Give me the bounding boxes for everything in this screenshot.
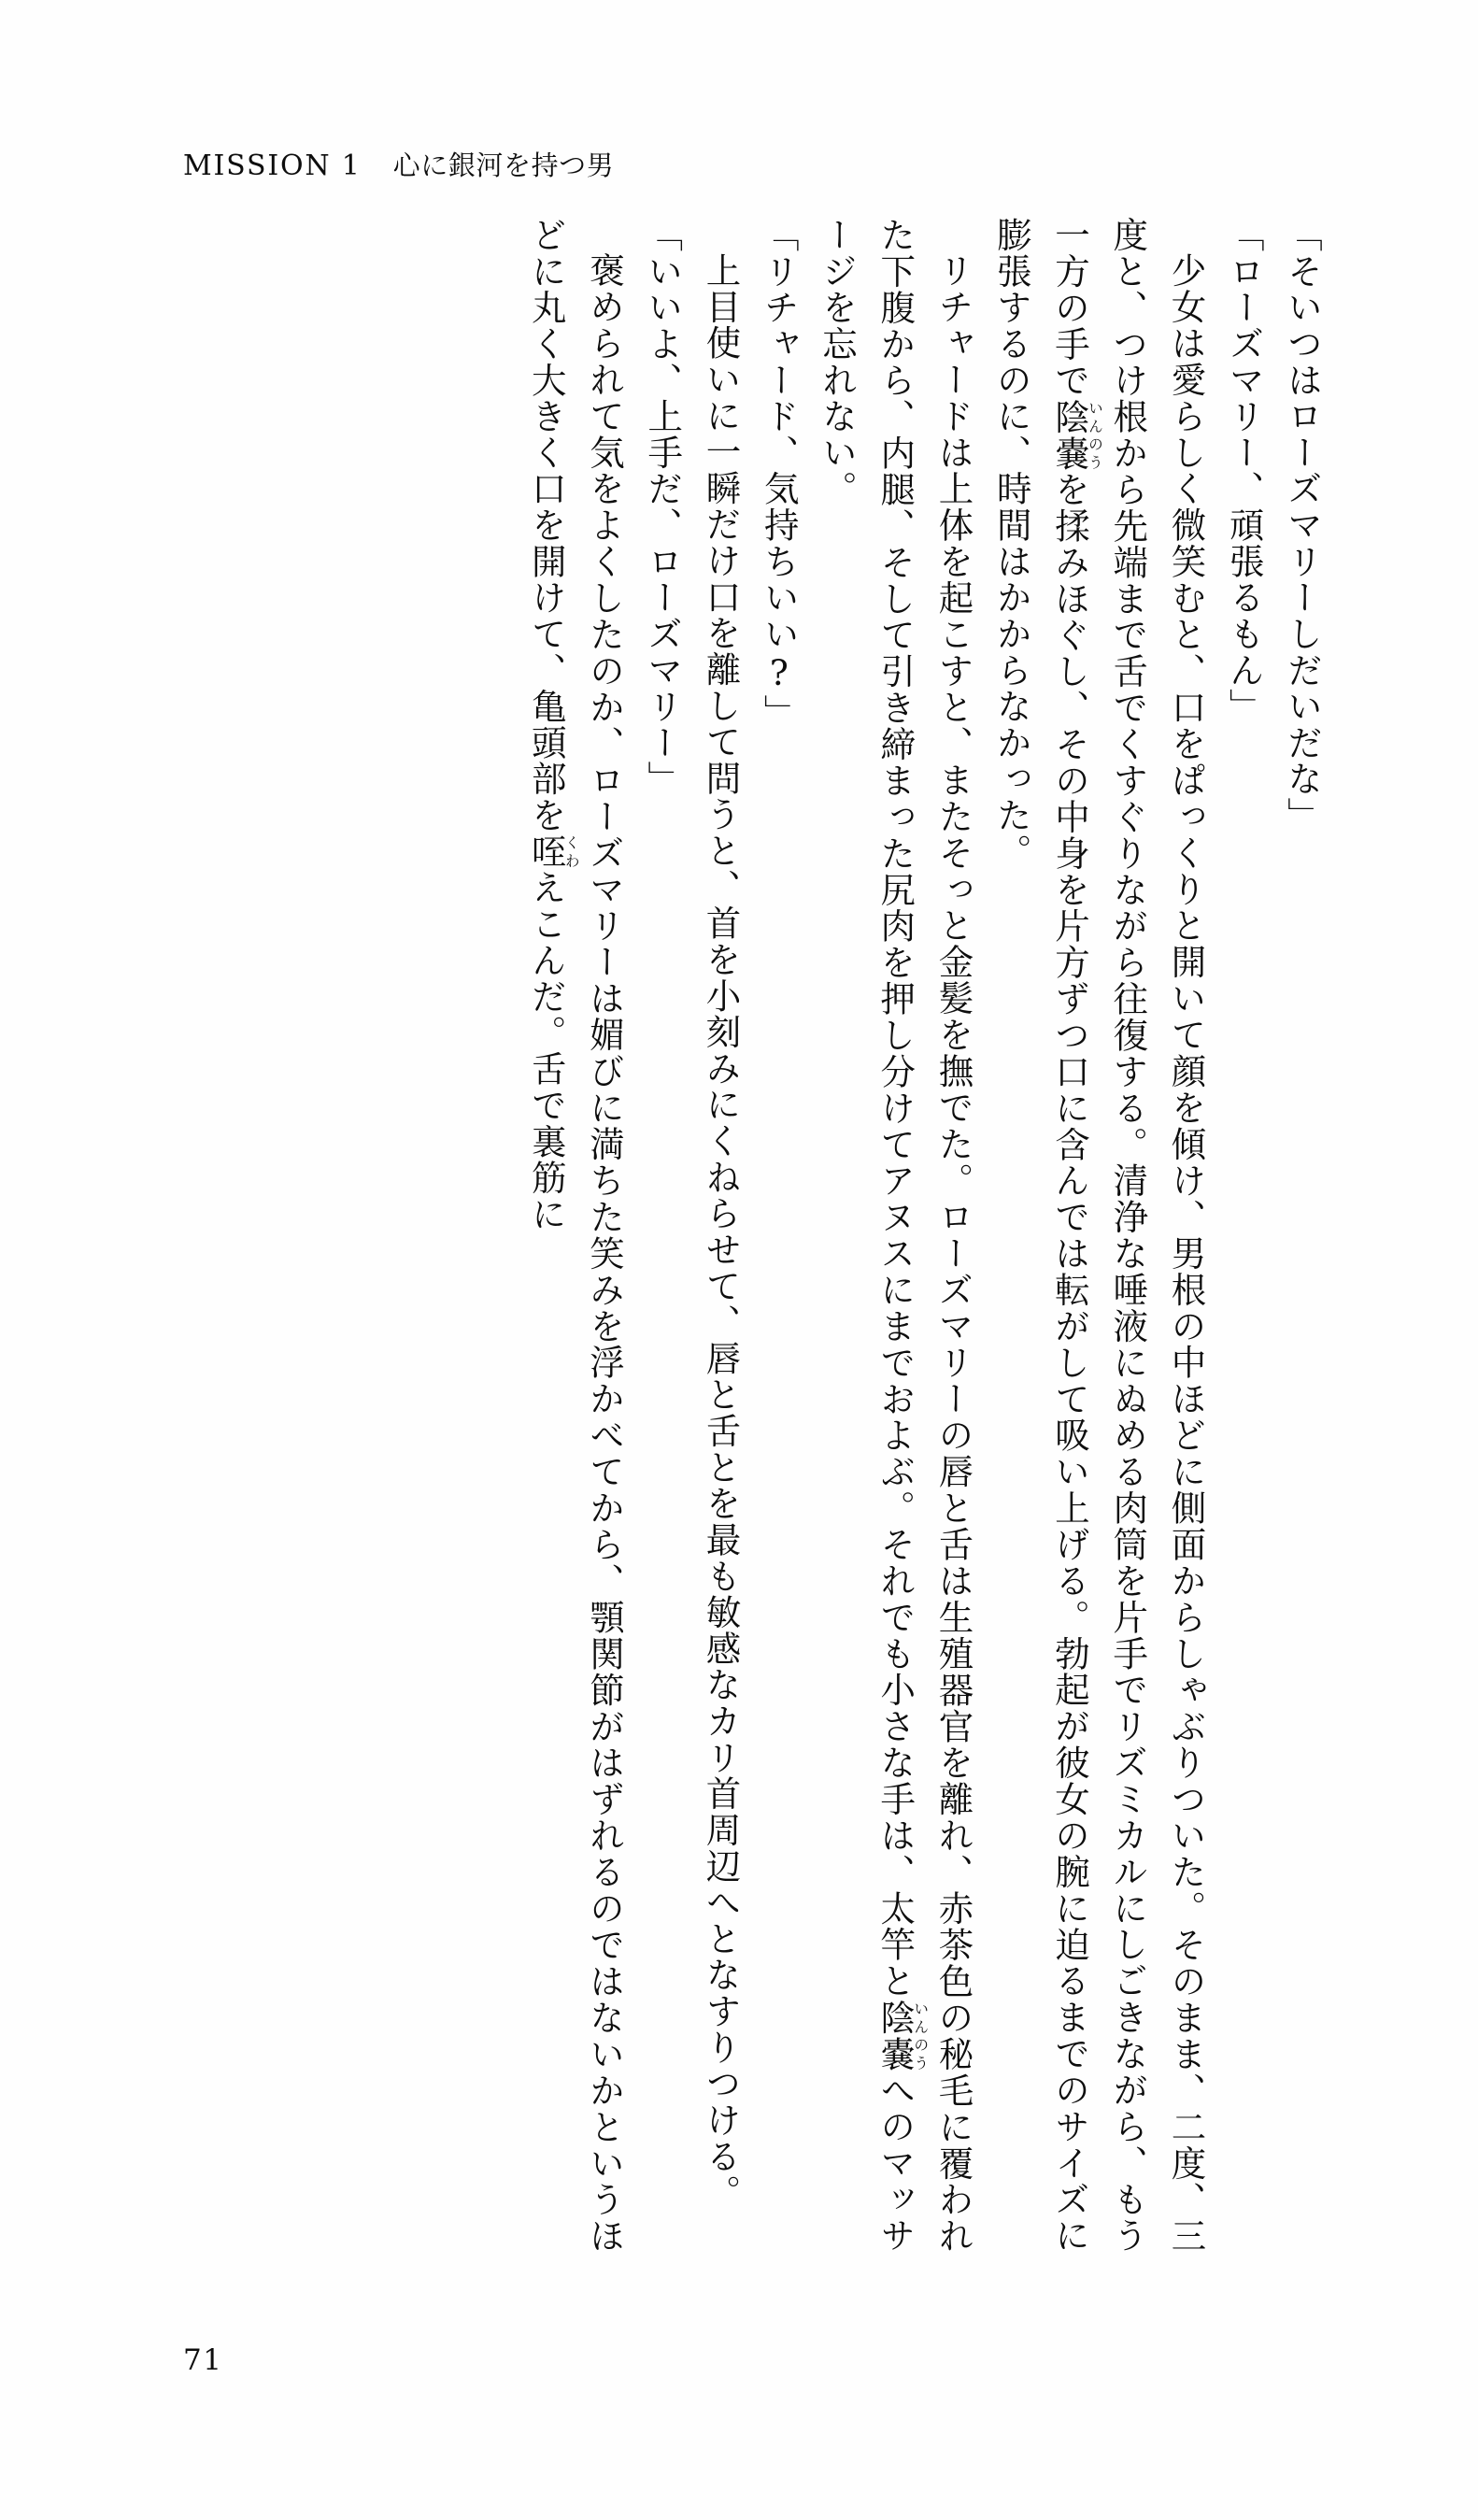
paragraph: 「そいつはローズマリーしだいだな」 — [1282, 217, 1323, 833]
paragraph: 褒められて気をよくしたのか、ローズマリーは媚びに満ちた笑みを浮かべてから、顎関節がはずれるのではないかというほどに丸く大きく口を開けて、亀頭部を咥くわえこんだ。舌で裏筋に — [525, 217, 625, 2254]
paragraph: 上目使いに一瞬だけ口を離して問うと、首を小刻みにくねらせて、唇と舌とを最も敏感なカリ首周辺へとなすりつける。 — [700, 251, 742, 2211]
paragraph: リチャードは上体を起こすと、またそっと金髪を撫でた。ローズマリーの唇と舌は生殖器官を離れ、赤茶色の秘毛に覆われた下腹から、内腿、そして引き締まった尻肉を押し分けてアヌスにまでおよぶ。それでも小さな手は、太竿と陰嚢いんのうへのマッサージを忘れない。 — [817, 217, 974, 2255]
running-head-mission: MISSION 1 — [183, 149, 362, 182]
paragraph: 「いいよ、上手だ、ローズマリー」 — [642, 217, 684, 797]
body-text-column — [163, 217, 1331, 2254]
running-head-chapter-title: 心に銀河を持つ男 — [392, 149, 615, 181]
ruby-annotation: 陰嚢いんのう — [1049, 398, 1104, 472]
ruby-annotation: 咥くわ — [525, 833, 581, 870]
paragraph: 「ローズマリー、頑張るもん」 — [1223, 217, 1265, 725]
paragraph: 少女は愛らしく微笑むと、口をぱっくりと開いて顔を傾け、男根の中ほどに側面からしゃぶりついた。そのまま、二度、三度と、つけ根から先端まで舌でくすぐりながら往復する。清浄な唾液にぬめる肉筒を片手でリズミカルにしごきながら、もう一方の手で陰嚢いんのうを揉みほぐし、その中身を片方ずつ口に含んでは転がして吸い上げる。勃起が彼女の腕に迫るまでのサイズに膨張するのに、時間はかからなかった。 — [990, 217, 1207, 2255]
paragraph: 「リチャード、気持ちいい?」 — [758, 217, 800, 731]
ruby-annotation: 陰嚢いんのう — [874, 1999, 930, 2072]
page-number: 71 — [183, 2343, 223, 2377]
running-head — [183, 145, 614, 183]
